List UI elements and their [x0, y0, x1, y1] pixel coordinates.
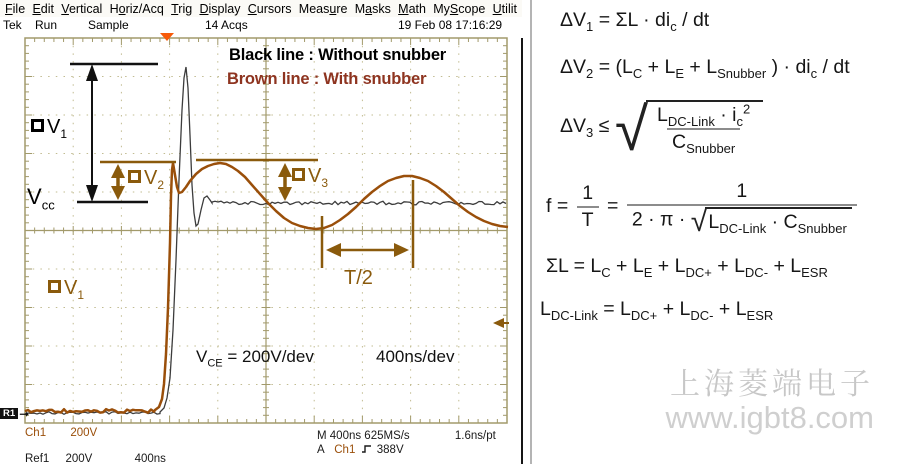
formula-line-2: $\Delta V_2 = (L_C + L_E + L_{Snubber}$ ) · $di_c$ / dt	[560, 56, 850, 81]
t-half-arrow-head-right	[394, 243, 409, 257]
menu-item-display[interactable]: Display	[199, 1, 241, 16]
ref-label: Ref1	[25, 453, 50, 464]
legend-brown-line: Brown line : With snubber	[227, 70, 427, 88]
vcc-label: $V_{cc}$	[27, 184, 55, 213]
timebase-readout	[317, 430, 496, 442]
marker-square-icon	[292, 168, 305, 181]
delta-v3-label: $V_3$	[292, 166, 328, 189]
v2-arrow-head-down	[111, 186, 125, 200]
right-arrow-icon: ➞	[19, 406, 30, 421]
ref1-marker-badge: R1	[0, 408, 18, 420]
formula-line-3: $\Delta V_3$ ≤ √ $\frac{L_{DC-Link} \cdot i_c^2}{C_{Snubber}}$	[560, 100, 763, 154]
run-state: Run	[35, 18, 58, 32]
menu-item-file[interactable]: File	[5, 1, 26, 16]
datetime: 19 Feb 08 17:16:29	[398, 18, 503, 32]
menu-item-myscope[interactable]: MyScope	[433, 1, 486, 16]
time-scale-label: 400ns/dev	[376, 347, 455, 366]
v3-arrow-head-up	[278, 163, 292, 177]
legend-black-line: Black line : Without snubber	[229, 46, 447, 64]
acq-mode: Sample	[88, 18, 129, 32]
menu-item-masks[interactable]: Masks	[354, 1, 391, 16]
sample-resolution: 1.6ns/pt	[454, 430, 496, 442]
ref1-position-marker	[0, 407, 29, 420]
trigger-level: 388V	[376, 444, 404, 456]
delta-v1-brown-label: $V_1$	[48, 278, 84, 301]
t-half-arrow-head-left	[326, 243, 341, 257]
marker-square-icon	[31, 119, 44, 132]
v1-arrow-head-down	[86, 185, 98, 202]
channel-scale: 200V	[70, 427, 98, 439]
brand-label: Tek	[3, 18, 22, 32]
timebase-value: M 400ns 625MS/s	[317, 430, 410, 442]
capture-right-border	[521, 38, 523, 464]
acq-count: 14 Acqs	[205, 18, 248, 32]
watermark	[666, 368, 874, 435]
menu-item-vertical[interactable]: Vertical	[61, 1, 103, 16]
v2-arrow-head-up	[111, 164, 125, 178]
formula-line-1: $\Delta V_1 = \Sigma L \cdot di_c$ / dt	[560, 9, 710, 34]
formula-line-6: $L_{DC-Link} = L_{DC+} + L_{DC-} + L_{ESR}$	[540, 298, 774, 323]
trigger-position-icon	[160, 33, 174, 41]
channel-readout	[25, 427, 97, 439]
trigger-source: Ch1	[334, 444, 356, 456]
v1-arrow-head-up	[86, 64, 98, 81]
trigger-readout	[317, 444, 404, 457]
marker-square-icon	[48, 280, 61, 293]
watermark-company: 上海菱端电子	[670, 368, 874, 401]
v3-arrow-head-down	[278, 187, 292, 201]
menu-item-utilit[interactable]: Utilit	[492, 1, 517, 16]
ref-readout	[25, 453, 166, 464]
channel-label: Ch1	[25, 427, 47, 439]
ref-timebase: 400ns	[134, 453, 166, 464]
menu-item-cursors[interactable]: Cursors	[247, 1, 292, 16]
trigger-prefix: A	[317, 444, 325, 456]
rising-edge-icon	[361, 444, 372, 457]
menu-item-math[interactable]: Math	[398, 1, 426, 16]
panel-divider	[530, 0, 532, 464]
delta-v2-label: $V_2$	[128, 168, 164, 191]
delta-v1-label: $V_1$	[31, 117, 67, 140]
trigger-level-arrow-icon	[493, 318, 504, 328]
watermark-url: www.igbt8.com	[665, 400, 874, 435]
formula-line-4: f = $\frac{1}{T}$ = 1 2 · π · √ $L_{DC-Link} \cdot C_{Snubber}$	[546, 180, 860, 234]
formula-line-5: $\Sigma L = L_C + L_E + L_{DC+} + L_{DC-} + L_{ESR}$	[546, 255, 828, 280]
ref-scale: 200V	[65, 453, 93, 464]
menu-item-edit[interactable]: Edit	[32, 1, 54, 16]
vce-scale-label: $V_{CE} = 200V/dev$	[196, 347, 314, 370]
menu-item-trig[interactable]: Trig	[171, 1, 193, 16]
menu-item-horizacq[interactable]: Horiz/Acq	[109, 1, 164, 16]
t-half-label: T/2	[344, 267, 373, 289]
menu-item-measure[interactable]: Measure	[298, 1, 348, 16]
marker-square-icon	[128, 170, 141, 183]
